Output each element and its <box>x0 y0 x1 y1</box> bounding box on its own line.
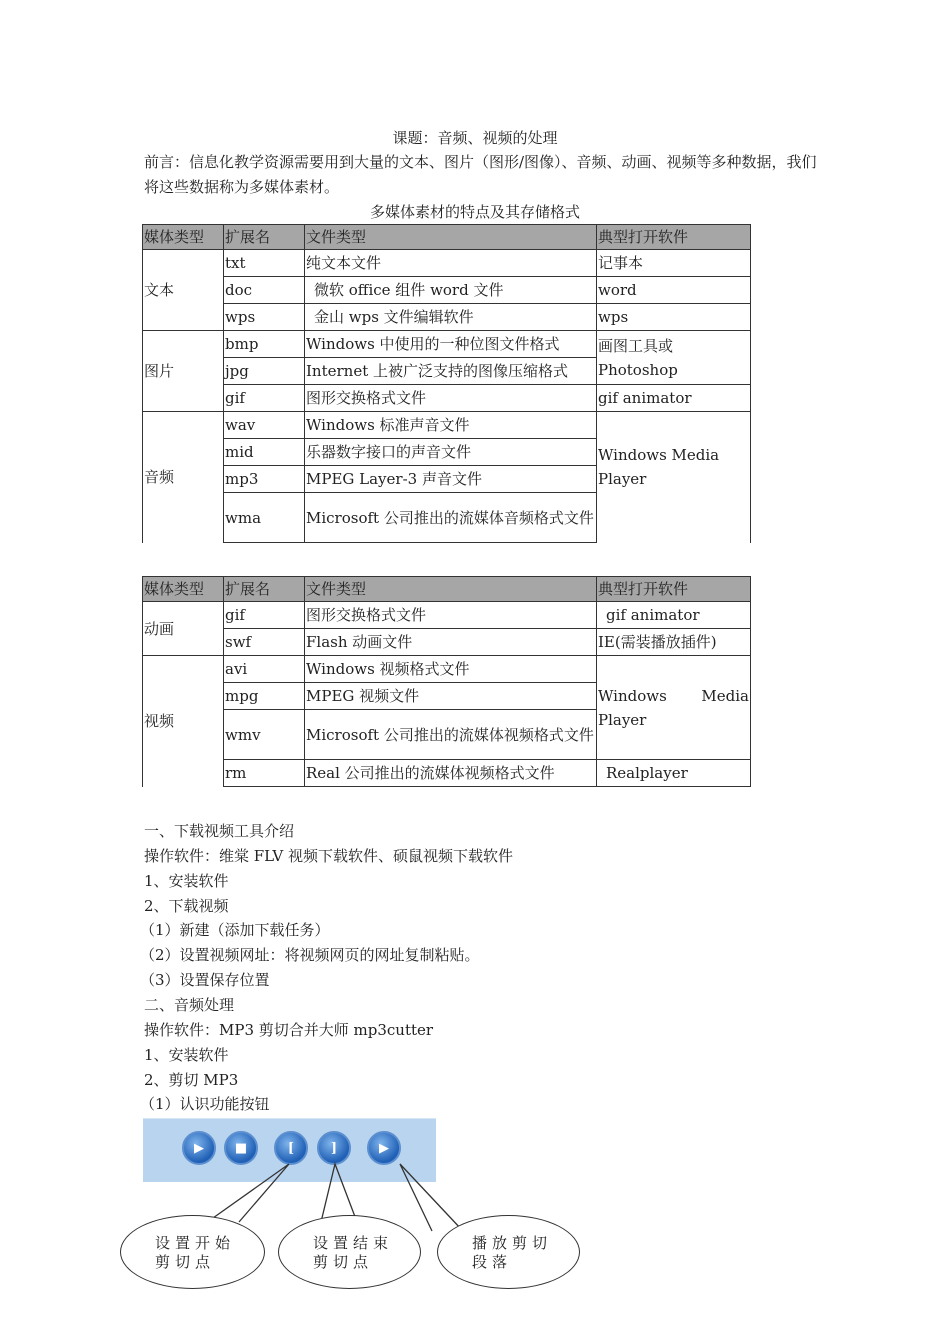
header-media-type: 媒体类型 <box>143 577 224 602</box>
intro-paragraph: 前言：信息化教学资源需要用到大量的文本、图片（图形/图像）、音频、动画、视频等多种数据，我们将这些数据称为多媒体素材。 <box>144 153 817 196</box>
step-line: 2、下载视频 <box>144 897 229 915</box>
ext-cell: txt <box>224 250 305 277</box>
app-line-2: Player <box>598 711 647 729</box>
step-line: 1、安装软件 <box>144 1046 229 1064</box>
table-caption: 多媒体素材的特点及其存储格式 <box>369 203 580 221</box>
app-cell: IE(需装播放插件) <box>597 629 751 656</box>
callout-line: 剪切点 <box>313 1253 374 1271</box>
ext-cell: bmp <box>224 331 305 358</box>
bracket-left-icon[interactable]: [ <box>274 1131 308 1165</box>
header-extension: 扩展名 <box>224 577 305 602</box>
ext-cell: rm <box>224 760 305 787</box>
callout-line: 剪切点 <box>155 1253 216 1271</box>
header-app: 典型打开软件 <box>597 225 751 250</box>
desc-cell: MPEG 视频文件 <box>305 683 597 710</box>
app-cell: gif animator <box>597 385 751 412</box>
ext-cell: wmv <box>224 710 305 760</box>
desc-cell: Internet 上被广泛支持的图像压缩格式 <box>305 358 597 385</box>
step-line: （1）新建（添加下载任务） <box>140 921 330 939</box>
app-word: Media <box>701 687 749 705</box>
section-heading-download: 一、下载视频工具介绍 <box>144 822 295 840</box>
step-line: 2、剪切 MP3 <box>144 1071 239 1089</box>
stop-icon[interactable]: ■ <box>224 1131 258 1165</box>
callout-set-start <box>120 1215 265 1289</box>
section-heading-audio: 二、音频处理 <box>144 996 235 1014</box>
ext-cell: avi <box>224 656 305 683</box>
page-title: 课题：音频、视频的处理 <box>392 129 558 147</box>
app-text: Realplayer <box>606 764 688 782</box>
desc-cell: MPEG Layer-3 声音文件 <box>305 466 597 493</box>
media-type-cell: 文本 <box>143 250 224 331</box>
header-app: 典型打开软件 <box>597 577 751 602</box>
app-cell: 画图工具或 Photoshop <box>597 331 751 385</box>
callout-line: 设置开始 <box>155 1234 236 1252</box>
desc-cell: Windows 中使用的一种位图文件格式 <box>305 331 597 358</box>
step-line: （3）设置保存位置 <box>140 971 270 989</box>
desc-cell: Flash 动画文件 <box>305 629 597 656</box>
step-line: 操作软件：MP3 剪切合并大师 mp3cutter <box>144 1021 434 1039</box>
desc-cell: Microsoft 公司推出的流媒体音频格式文件 <box>305 493 597 543</box>
media-type-cell: 视频 <box>143 656 224 787</box>
header-extension: 扩展名 <box>224 225 305 250</box>
step-line: 操作软件：维棠 FLV 视频下载软件、硕鼠视频下载软件 <box>144 847 513 865</box>
desc-cell: Windows 标准声音文件 <box>305 412 597 439</box>
app-cell: 记事本 <box>597 250 751 277</box>
media-type-cell: 音频 <box>143 412 224 543</box>
callout-line: 设置结束 <box>313 1234 394 1252</box>
step-line: （2）设置视频网址：将视频网页的网址复制粘贴。 <box>140 946 480 964</box>
ext-cell: doc <box>224 277 305 304</box>
app-cell: Windows Media Player <box>597 412 751 543</box>
app-text: gif animator <box>606 606 700 624</box>
play-segment-icon[interactable]: ▶ <box>367 1131 401 1165</box>
desc-cell: 乐器数字接口的声音文件 <box>305 439 597 466</box>
play-icon[interactable]: ▶ <box>182 1131 216 1165</box>
ext-cell: mid <box>224 439 305 466</box>
desc-cell: Microsoft 公司推出的流媒体视频格式文件 <box>305 710 597 760</box>
ext-cell: mp3 <box>224 466 305 493</box>
header-file-type: 文件类型 <box>305 225 597 250</box>
desc-cell: 图形交换格式文件 <box>305 385 597 412</box>
desc-cell: Windows 视频格式文件 <box>305 656 597 683</box>
callout-play-segment <box>437 1215 580 1289</box>
ext-cell: gif <box>224 385 305 412</box>
media-type-cell: 动画 <box>143 602 224 656</box>
app-word: Windows <box>598 687 667 705</box>
ext-cell: gif <box>224 602 305 629</box>
app-cell: word <box>597 277 751 304</box>
header-media-type: 媒体类型 <box>143 225 224 250</box>
step-line: 1、安装软件 <box>144 872 229 890</box>
ext-cell: jpg <box>224 358 305 385</box>
ext-cell: wps <box>224 304 305 331</box>
desc-cell: 纯文本文件 <box>305 250 597 277</box>
desc-text: 金山 wps 文件编辑软件 <box>314 308 474 326</box>
desc-cell: Real 公司推出的流媒体视频格式文件 <box>305 760 597 787</box>
callout-set-end <box>278 1215 421 1289</box>
callout-line: 播放剪切 <box>472 1234 553 1252</box>
desc-cell: 图形交换格式文件 <box>305 602 597 629</box>
header-file-type: 文件类型 <box>305 577 597 602</box>
media-type-cell: 图片 <box>143 331 224 412</box>
ext-cell: wav <box>224 412 305 439</box>
bracket-right-icon[interactable]: ] <box>317 1131 351 1165</box>
ext-cell: swf <box>224 629 305 656</box>
desc-text: 微软 office 组件 word 文件 <box>314 281 504 299</box>
ext-cell: wma <box>224 493 305 543</box>
step-line: （1）认识功能按钮 <box>140 1095 270 1113</box>
app-cell: wps <box>597 304 751 331</box>
callout-line: 段落 <box>472 1253 513 1271</box>
ext-cell: mpg <box>224 683 305 710</box>
